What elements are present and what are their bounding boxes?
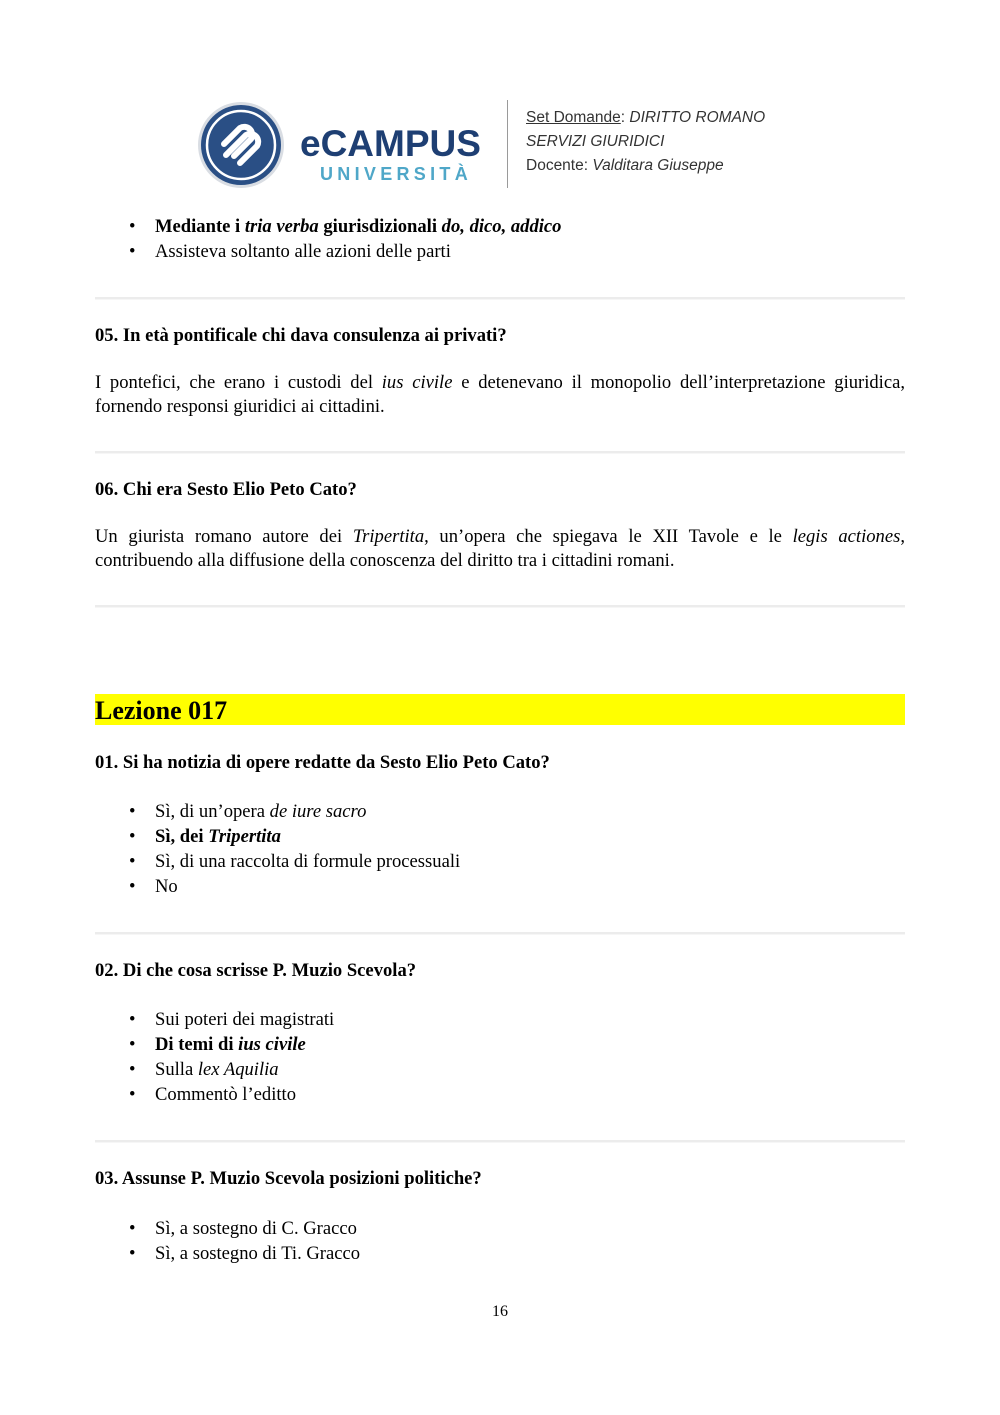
answer-option: Sui poteri dei magistrati	[155, 1009, 335, 1030]
answer-option: Assisteva soltanto alle azioni delle parti	[155, 241, 451, 262]
correct-answer-option: Di temi di ius civile	[155, 1034, 306, 1055]
bullet: •	[129, 1218, 136, 1239]
header-set-line	[526, 108, 765, 128]
answer-option: Sì, a sostegno di C. Gracco	[155, 1218, 357, 1239]
set-sep: :	[620, 109, 626, 126]
lesson-heading: Lezione 017	[95, 694, 905, 725]
separator	[95, 605, 905, 608]
bullet: •	[129, 1034, 136, 1055]
set-label: Set Domande	[526, 109, 621, 126]
question-title: 02. Di che cosa scrisse P. Muzio Scevola?	[95, 960, 417, 981]
question-title: 03. Assunse P. Muzio Scevola posizioni politiche?	[95, 1168, 482, 1189]
answer-paragraph: Un giurista romano autore dei Tripertita, un’opera che spiegava le XII Tavole e le legis actiones, contribuendo alla diffusione della conoscenza del diritto tra i cittadini romani.	[95, 526, 905, 571]
question-title: 06. Chi era Sesto Elio Peto Cato?	[95, 479, 357, 500]
question-title: 01. Si ha notizia di opere redatte da Sesto Elio Peto Cato?	[95, 752, 550, 773]
set-value: DIRITTO ROMANO	[629, 109, 766, 126]
separator	[95, 932, 905, 935]
bullet: •	[129, 826, 136, 847]
separator	[95, 297, 905, 300]
bullet: •	[129, 801, 136, 822]
answer-option: Sì, di un’opera de iure sacro	[155, 801, 367, 822]
answer-option: Mediante i tria verba giurisdizionali do, dico, addico	[155, 216, 562, 237]
separator	[95, 451, 905, 454]
bullet: •	[129, 876, 136, 897]
answer-option: Sì, a sostegno di Ti. Gracco	[155, 1243, 361, 1264]
answer-option: Sulla lex Aquilia	[155, 1059, 279, 1080]
correct-answer-option: Sì, dei Tripertita	[155, 826, 281, 847]
header-divider	[507, 100, 508, 188]
bullet: •	[129, 1243, 136, 1264]
question-title: 05. In età pontificale chi dava consulenza ai privati?	[95, 325, 507, 346]
page-number: 16	[492, 1303, 508, 1320]
docente-label: Docente	[526, 157, 584, 174]
brand-name: eCAMPUS	[300, 123, 481, 164]
answer-paragraph: I pontefici, che erano i custodi del ius civile e detenevano il monopolio dell’interpretazione giuridica, fornendo responsi giuridici ai cittadini.	[95, 372, 906, 417]
docente-value: Valditara Giuseppe	[592, 157, 724, 174]
bullet: •	[129, 1009, 136, 1030]
docente-sep: :	[583, 157, 589, 174]
bullet: •	[129, 1059, 136, 1080]
bullet: •	[129, 1084, 136, 1105]
bullet: •	[129, 241, 136, 262]
answer-option: No	[155, 876, 178, 897]
answer-option: Sì, di una raccolta di formule processuali	[155, 851, 461, 872]
separator	[95, 1140, 905, 1143]
header-docente-line	[526, 156, 724, 176]
answer-option: Commentò l’editto	[155, 1084, 296, 1105]
brand-subtitle: UNIVERSITÀ	[320, 164, 473, 184]
bullet: •	[129, 216, 136, 237]
ecampus-logo-icon	[196, 100, 286, 190]
set-value-2: SERVIZI GIURIDICI	[526, 133, 665, 150]
bullet: •	[129, 851, 136, 872]
